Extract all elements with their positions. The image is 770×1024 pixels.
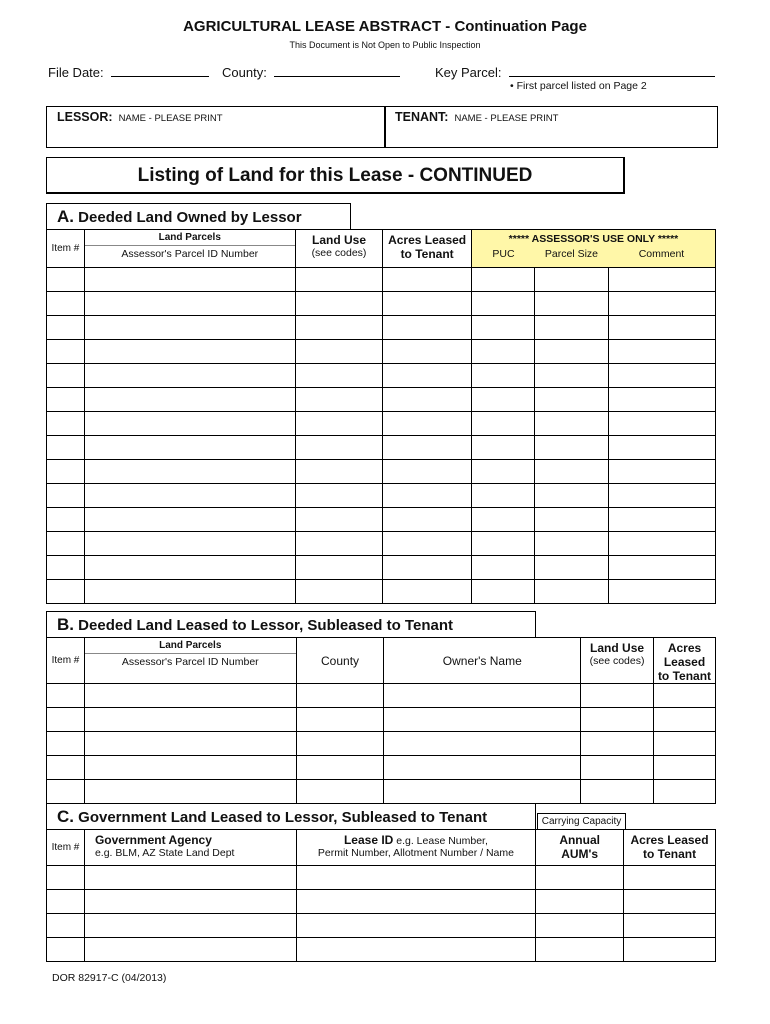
section-a-cell[interactable] <box>47 532 85 556</box>
section-a-cell[interactable] <box>471 340 534 364</box>
section-a-cell[interactable] <box>608 292 716 316</box>
section-a-cell[interactable] <box>471 532 534 556</box>
a-land-parcels-label: Land Parcels <box>85 230 295 246</box>
section-b-cell[interactable] <box>47 780 85 804</box>
section-b-cell[interactable] <box>84 780 296 804</box>
a-comment-label: Comment <box>638 248 685 260</box>
section-a-cell[interactable] <box>84 388 295 412</box>
c-to-tenant-label: to Tenant <box>642 847 697 861</box>
c-acres-header <box>624 830 716 866</box>
section-b-cell[interactable] <box>581 732 654 756</box>
section-b-table <box>46 637 716 804</box>
section-a-cell[interactable] <box>295 484 383 508</box>
section-c-row <box>47 938 716 962</box>
lessor-label: LESSOR: <box>57 110 113 124</box>
section-b-cell[interactable] <box>47 756 85 780</box>
section-a-cell[interactable] <box>535 292 608 316</box>
c-acres-label: Acres Leased <box>630 833 709 847</box>
section-c-label: Government Land Leased to Lessor, Subleased to Tenant <box>78 809 488 826</box>
section-b-row <box>47 780 716 804</box>
a-see-codes-label: (see codes) <box>311 247 367 259</box>
section-a-cell[interactable] <box>295 412 383 436</box>
section-c-cell[interactable] <box>84 866 296 890</box>
section-a-cell[interactable] <box>295 580 383 604</box>
b-land-use-header <box>581 638 654 684</box>
section-a-cell[interactable] <box>471 556 534 580</box>
section-a-cell[interactable] <box>608 436 716 460</box>
section-a-cell[interactable] <box>535 316 608 340</box>
section-a-cell[interactable] <box>608 508 716 532</box>
key-parcel-field[interactable] <box>435 64 715 80</box>
section-a-cell[interactable] <box>471 580 534 604</box>
b-owner-header: Owner's Name <box>384 638 581 684</box>
section-a-cell[interactable] <box>608 556 716 580</box>
section-b-cell[interactable] <box>47 732 85 756</box>
section-a-cell[interactable] <box>383 388 472 412</box>
section-a-cell[interactable] <box>383 556 472 580</box>
section-b-cell[interactable] <box>581 684 654 708</box>
section-a-row <box>47 364 716 388</box>
section-c-cell[interactable] <box>47 866 85 890</box>
section-a-cell[interactable] <box>535 580 608 604</box>
section-a-cell[interactable] <box>84 340 295 364</box>
section-a-cell[interactable] <box>383 580 472 604</box>
b-land-parcels-label: Land Parcels <box>85 638 296 654</box>
section-b-row <box>47 684 716 708</box>
b-acres-header <box>654 638 716 684</box>
section-a-cell[interactable] <box>535 388 608 412</box>
section-b-cell[interactable] <box>84 756 296 780</box>
section-a-cell[interactable] <box>383 412 472 436</box>
section-c-cell[interactable] <box>296 938 536 962</box>
lessor-hint: NAME - PLEASE PRINT <box>118 113 223 124</box>
section-a-row <box>47 316 716 340</box>
section-b-title <box>46 611 536 637</box>
section-a-row <box>47 340 716 364</box>
section-a-cell[interactable] <box>84 268 295 292</box>
b-see-codes-label: (see codes) <box>589 655 645 667</box>
section-a-row <box>47 268 716 292</box>
section-a-cell[interactable] <box>295 436 383 460</box>
section-a-cell[interactable] <box>608 484 716 508</box>
section-a-cell[interactable] <box>471 484 534 508</box>
section-a-cell[interactable] <box>84 316 295 340</box>
section-a-cell[interactable] <box>295 556 383 580</box>
section-a-cell[interactable] <box>47 484 85 508</box>
section-c-cell[interactable] <box>536 890 624 914</box>
section-a-cell[interactable] <box>84 484 295 508</box>
section-a-row <box>47 292 716 316</box>
section-a-cell[interactable] <box>47 436 85 460</box>
key-parcel-label: Key Parcel: <box>435 65 502 80</box>
section-b-row <box>47 756 716 780</box>
section-c-cell[interactable] <box>296 914 536 938</box>
section-a-cell[interactable] <box>383 460 472 484</box>
county-line[interactable] <box>274 64 400 77</box>
section-c-cell[interactable] <box>296 866 536 890</box>
section-a-cell[interactable] <box>383 340 472 364</box>
section-b-cell[interactable] <box>581 708 654 732</box>
section-a-letter: A. <box>57 207 74 226</box>
c-lease-eg: e.g. Lease Number, <box>396 835 488 847</box>
section-b-cell[interactable] <box>654 780 716 804</box>
section-b-cell[interactable] <box>384 756 581 780</box>
section-c-cell[interactable] <box>47 914 85 938</box>
section-a-cell[interactable] <box>84 556 295 580</box>
b-county-header: County <box>296 638 384 684</box>
c-lease-header <box>296 830 536 866</box>
section-a-cell[interactable] <box>608 580 716 604</box>
b-parcels-header <box>84 638 296 684</box>
section-a-row <box>47 412 716 436</box>
file-date-line[interactable] <box>111 64 209 77</box>
section-a-cell[interactable] <box>295 508 383 532</box>
section-a-cell[interactable] <box>471 436 534 460</box>
section-a-cell[interactable] <box>295 268 383 292</box>
section-a-cell[interactable] <box>383 436 472 460</box>
section-b-cell[interactable] <box>84 684 296 708</box>
section-b-cell[interactable] <box>296 732 384 756</box>
section-a-cell[interactable] <box>295 340 383 364</box>
section-b-cell[interactable] <box>384 780 581 804</box>
key-parcel-line[interactable] <box>509 64 715 77</box>
b-parcel-id-label: Assessor's Parcel ID Number <box>121 656 259 668</box>
tenant-box[interactable] <box>384 106 718 148</box>
section-b-cell[interactable] <box>296 684 384 708</box>
section-a-row <box>47 388 716 412</box>
section-a-cell[interactable] <box>295 460 383 484</box>
a-land-use-header <box>295 230 383 268</box>
section-c-cell[interactable] <box>47 890 85 914</box>
a-acres-header <box>383 230 472 268</box>
section-a-cell[interactable] <box>471 292 534 316</box>
section-a-cell[interactable] <box>383 508 472 532</box>
section-a-cell[interactable] <box>535 484 608 508</box>
section-a-cell[interactable] <box>535 340 608 364</box>
section-a-cell[interactable] <box>471 388 534 412</box>
section-b-cell[interactable] <box>384 684 581 708</box>
section-c-letter: C. <box>57 807 74 826</box>
section-a-cell[interactable] <box>535 460 608 484</box>
section-a-cell[interactable] <box>47 388 85 412</box>
section-a-cell[interactable] <box>535 532 608 556</box>
section-a-cell[interactable] <box>608 316 716 340</box>
a-puc-label: PUC <box>492 248 515 260</box>
key-parcel-note: • First parcel listed on Page 2 <box>510 80 647 92</box>
section-a-cell[interactable] <box>295 364 383 388</box>
section-c-row <box>47 914 716 938</box>
section-a-label: Deeded Land Owned by Lessor <box>78 209 302 226</box>
section-a-cell[interactable] <box>383 484 472 508</box>
section-c-row <box>47 866 716 890</box>
section-c-cell[interactable] <box>536 866 624 890</box>
file-date-label: File Date: <box>48 65 104 80</box>
section-a-cell[interactable] <box>383 316 472 340</box>
section-a-cell[interactable] <box>608 268 716 292</box>
section-b-letter: B. <box>57 615 74 634</box>
section-b-cell[interactable] <box>84 708 296 732</box>
b-to-tenant-label: to Tenant <box>657 669 712 683</box>
section-a-cell[interactable] <box>84 292 295 316</box>
section-a-cell[interactable] <box>295 292 383 316</box>
section-a-cell[interactable] <box>47 460 85 484</box>
section-b-cell[interactable] <box>47 684 85 708</box>
section-b-cell[interactable] <box>84 732 296 756</box>
section-c-cell[interactable] <box>624 914 716 938</box>
section-a-row <box>47 508 716 532</box>
section-c-cell[interactable] <box>84 890 296 914</box>
a-parcel-id-label: Assessor's Parcel ID Number <box>121 248 259 260</box>
section-a-cell[interactable] <box>535 508 608 532</box>
section-c-cell[interactable] <box>84 938 296 962</box>
section-b-cell[interactable] <box>581 756 654 780</box>
section-c-cell[interactable] <box>536 914 624 938</box>
section-a-cell[interactable] <box>535 364 608 388</box>
form-title: AGRICULTURAL LEASE ABSTRACT - Continuation Page <box>183 18 587 35</box>
c-annual-label: Annual <box>559 833 600 847</box>
section-a-row <box>47 460 716 484</box>
section-a-cell[interactable] <box>47 580 85 604</box>
section-a-cell[interactable] <box>84 364 295 388</box>
section-a-cell[interactable] <box>47 364 85 388</box>
section-a-cell[interactable] <box>84 532 295 556</box>
c-agency-label: Government Agency <box>94 833 212 847</box>
file-date-field[interactable] <box>48 64 209 80</box>
section-a-cell[interactable] <box>295 316 383 340</box>
section-b-cell[interactable] <box>384 732 581 756</box>
carrying-capacity-label: Carrying Capacity <box>537 813 626 830</box>
confidentiality-note: This Document is Not Open to Public Inspection <box>289 40 481 50</box>
section-a-cell[interactable] <box>47 556 85 580</box>
section-c-cell[interactable] <box>536 938 624 962</box>
c-item-header: Item # <box>47 830 85 866</box>
section-a-cell[interactable] <box>471 460 534 484</box>
section-b-cell[interactable] <box>654 684 716 708</box>
section-a-cell[interactable] <box>471 412 534 436</box>
section-a-cell[interactable] <box>535 268 608 292</box>
section-a-cell[interactable] <box>608 412 716 436</box>
section-a-row <box>47 532 716 556</box>
section-a-cell[interactable] <box>84 436 295 460</box>
section-c-cell[interactable] <box>624 890 716 914</box>
a-item-header: Item # <box>47 230 85 268</box>
c-lease-eg2: Permit Number, Allotment Number / Name <box>317 847 514 859</box>
section-a-cell[interactable] <box>84 460 295 484</box>
c-agency-header <box>84 830 296 866</box>
section-b-label: Deeded Land Leased to Lessor, Subleased to Tenant <box>78 617 453 634</box>
section-a-cell[interactable] <box>383 292 472 316</box>
a-land-use-label: Land Use <box>311 233 366 247</box>
section-a-row <box>47 556 716 580</box>
c-lease-id-label: Lease ID <box>343 833 394 847</box>
section-a-cell[interactable] <box>84 412 295 436</box>
section-a-cell[interactable] <box>608 532 716 556</box>
section-b-cell[interactable] <box>654 708 716 732</box>
section-a-cell[interactable] <box>383 268 472 292</box>
a-assessor-header <box>471 230 715 268</box>
b-land-use-label: Land Use <box>590 641 645 655</box>
section-b-row <box>47 708 716 732</box>
a-acres-label: Acres Leased <box>388 233 467 247</box>
section-a-cell[interactable] <box>295 532 383 556</box>
section-a-cell[interactable] <box>47 316 85 340</box>
section-b-cell[interactable] <box>384 708 581 732</box>
section-a-cell[interactable] <box>535 412 608 436</box>
section-a-cell[interactable] <box>535 436 608 460</box>
section-a-cell[interactable] <box>84 580 295 604</box>
section-b-cell[interactable] <box>654 732 716 756</box>
lessor-box[interactable] <box>46 106 386 148</box>
county-field[interactable] <box>222 64 400 80</box>
a-assessor-label: ***** ASSESSOR'S USE ONLY ***** <box>508 233 679 245</box>
section-c-cell[interactable] <box>624 866 716 890</box>
listing-title: Listing of Land for this Lease - CONTINUED <box>46 157 625 194</box>
section-b-row <box>47 732 716 756</box>
section-b-cell[interactable] <box>296 780 384 804</box>
section-a-cell[interactable] <box>471 364 534 388</box>
section-a-cell[interactable] <box>608 364 716 388</box>
b-item-header: Item # <box>47 638 85 684</box>
section-a-cell[interactable] <box>47 340 85 364</box>
section-b-cell[interactable] <box>47 708 85 732</box>
section-c-row <box>47 890 716 914</box>
section-b-cell[interactable] <box>581 780 654 804</box>
section-a-cell[interactable] <box>608 388 716 412</box>
section-a-cell[interactable] <box>383 532 472 556</box>
section-a-title <box>46 203 351 229</box>
section-a-cell[interactable] <box>535 556 608 580</box>
b-acres-label: Acres Leased <box>663 641 706 669</box>
section-c-cell[interactable] <box>296 890 536 914</box>
section-a-table <box>46 229 716 604</box>
section-a-cell[interactable] <box>383 364 472 388</box>
section-a-cell[interactable] <box>471 268 534 292</box>
section-a-cell[interactable] <box>84 508 295 532</box>
a-to-tenant-label: to Tenant <box>400 247 454 261</box>
section-a-cell[interactable] <box>295 388 383 412</box>
a-parcels-header <box>84 230 295 268</box>
c-aum-header <box>536 830 624 866</box>
section-a-cell[interactable] <box>471 508 534 532</box>
tenant-label: TENANT: <box>395 110 449 124</box>
section-a-cell[interactable] <box>47 412 85 436</box>
tenant-hint: NAME - PLEASE PRINT <box>454 113 559 124</box>
section-a-row <box>47 484 716 508</box>
form-number: DOR 82917-C (04/2013) <box>52 972 167 984</box>
c-aums-label: AUM's <box>561 847 599 861</box>
c-agency-eg: e.g. BLM, AZ State Land Dept <box>94 847 235 859</box>
section-b-cell[interactable] <box>296 756 384 780</box>
county-label: County: <box>222 65 267 80</box>
section-c-cell[interactable] <box>47 938 85 962</box>
section-c-title <box>46 803 536 829</box>
section-a-cell[interactable] <box>47 292 85 316</box>
section-a-row <box>47 436 716 460</box>
section-a-cell[interactable] <box>608 460 716 484</box>
section-a-cell[interactable] <box>471 316 534 340</box>
a-parcel-size-label: Parcel Size <box>544 248 598 260</box>
section-c-cell[interactable] <box>84 914 296 938</box>
section-c-table <box>46 829 716 962</box>
section-a-cell[interactable] <box>608 340 716 364</box>
section-b-cell[interactable] <box>296 708 384 732</box>
section-a-cell[interactable] <box>47 268 85 292</box>
section-a-cell[interactable] <box>47 508 85 532</box>
section-c-cell[interactable] <box>624 938 716 962</box>
section-b-cell[interactable] <box>654 756 716 780</box>
section-a-row <box>47 580 716 604</box>
